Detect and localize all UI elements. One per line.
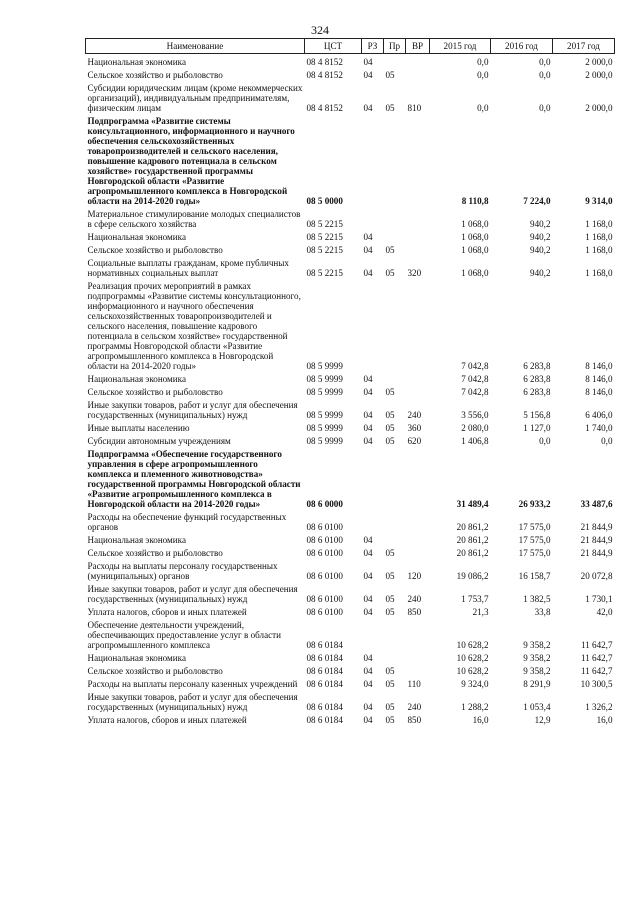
row-2016: 6 283,8 (523, 374, 551, 384)
row-2016: 9 358,2 (523, 653, 551, 663)
row-pr: 05 (385, 607, 395, 617)
budget-table (85, 38, 615, 725)
header-2017: 2017 год (553, 39, 615, 54)
row-name: Сельское хозяйство и рыболовство (87, 387, 223, 397)
row-2017: 1 168,0 (585, 245, 613, 255)
header-rz: РЗ (362, 39, 384, 54)
row-vr: 850 (407, 715, 422, 725)
row-2017: 10 300,5 (580, 679, 613, 689)
table-row (86, 255, 615, 278)
row-2015: 7 042,8 (461, 361, 489, 371)
row-2015: 1 068,0 (461, 245, 489, 255)
row-rz: 04 (363, 666, 373, 676)
table-row (86, 509, 615, 532)
row-2017: 1 730,1 (585, 594, 613, 604)
row-vr (406, 113, 430, 206)
table-row (86, 545, 615, 558)
row-rz: 04 (363, 571, 373, 581)
row-vr (406, 278, 430, 371)
row-vr (406, 663, 430, 676)
row-2015: 9 324,0 (461, 679, 489, 689)
row-2016: 1 053,4 (523, 702, 551, 712)
row-cst: 08 6 0184 (306, 702, 343, 712)
row-vr: 110 (407, 679, 421, 689)
row-pr: 05 (385, 666, 395, 676)
row-name: Сельское хозяйство и рыболовство (87, 548, 223, 558)
table-header (86, 39, 615, 54)
row-2016: 17 575,0 (518, 522, 551, 532)
table-row (86, 242, 615, 255)
row-name: Иные выплаты населению (87, 423, 190, 433)
row-name: Подпрограмма «Развитие системы консультационного, информационного и научного обеспечения сельскохозяйственных товаропроизводителей и сельского населения, повышение кадрового потенциала в сельском хозяйстве» государственной программы Новгородской области «Развитие агропромышленного комплекса в Новгородской области на 2014-2020 годы» (87, 116, 295, 206)
row-vr: 240 (407, 594, 422, 604)
row-pr: 05 (385, 571, 395, 581)
row-pr: 05 (385, 410, 395, 420)
table-row (86, 532, 615, 545)
row-cst: 08 6 0100 (306, 607, 343, 617)
row-2017: 21 844,9 (580, 522, 613, 532)
row-2015: 1 068,0 (461, 219, 489, 229)
row-2017: 21 844,9 (580, 535, 613, 545)
row-pr (384, 532, 406, 545)
row-name: Обеспечение деятельности учреждений, обеспечивающих предоставление услуг в области агропромышленного комплекса (87, 620, 281, 650)
row-cst: 08 6 0184 (306, 715, 343, 725)
page-number: 324 (311, 23, 329, 37)
row-2016: 8 291,9 (523, 679, 551, 689)
row-pr: 05 (385, 423, 395, 433)
row-2017: 33 487,6 (580, 499, 613, 509)
row-name: Материальное стимулирование молодых специалистов в сфере сельского хозяйства (87, 209, 301, 229)
table-row (86, 206, 615, 229)
row-cst: 08 6 0000 (306, 499, 343, 509)
row-2017: 21 844,9 (580, 548, 613, 558)
row-vr: 360 (407, 423, 422, 433)
row-rz (362, 446, 384, 509)
header-2016: 2016 год (491, 39, 553, 54)
row-2015: 7 042,8 (461, 387, 489, 397)
row-2016: 1 382,5 (523, 594, 551, 604)
row-2016: 940,2 (530, 245, 551, 255)
row-2015: 20 861,2 (456, 535, 489, 545)
table-row (86, 689, 615, 712)
table-row (86, 617, 615, 650)
row-2015: 20 861,2 (456, 548, 489, 558)
table-row (86, 420, 615, 433)
row-cst: 08 5 2215 (306, 232, 343, 242)
table-body (86, 54, 615, 726)
row-cst: 08 4 8152 (306, 57, 343, 67)
row-cst: 08 6 0100 (306, 571, 343, 581)
row-2017: 1 168,0 (585, 268, 613, 278)
row-cst: 08 5 9999 (306, 423, 343, 433)
header-pr: Пр (384, 39, 406, 54)
row-vr (406, 617, 430, 650)
row-cst: 08 6 0184 (306, 666, 343, 676)
row-name: Расходы на выплаты персоналу казенных учреждений (87, 679, 298, 689)
table-row (86, 604, 615, 617)
row-vr (406, 206, 430, 229)
row-2016: 9 358,2 (523, 666, 551, 676)
row-2017: 11 642,7 (581, 640, 613, 650)
row-rz (362, 113, 384, 206)
row-2016: 1 127,0 (523, 423, 551, 433)
row-2017: 16,0 (596, 715, 613, 725)
row-pr: 05 (385, 679, 395, 689)
row-cst: 08 5 2215 (306, 245, 343, 255)
row-cst: 08 4 8152 (306, 70, 343, 80)
row-2015: 0,0 (477, 57, 489, 67)
row-cst: 08 6 0100 (306, 535, 343, 545)
row-pr: 05 (385, 594, 395, 604)
row-cst: 08 6 0184 (306, 679, 343, 689)
row-2017: 11 642,7 (581, 653, 613, 663)
row-name: Расходы на выплаты персоналу государственных (муниципальных) органов (87, 561, 278, 581)
row-name: Сельское хозяйство и рыболовство (87, 245, 223, 255)
row-vr (406, 371, 430, 384)
row-vr: 120 (407, 571, 422, 581)
row-2017: 1 740,0 (585, 423, 613, 433)
row-cst: 08 5 9999 (306, 387, 343, 397)
row-pr (384, 650, 406, 663)
row-vr: 240 (407, 410, 422, 420)
row-rz: 04 (363, 57, 373, 67)
row-2015: 2 080,0 (461, 423, 489, 433)
row-vr: 810 (407, 103, 422, 113)
row-2017: 6 406,0 (585, 410, 613, 420)
row-name: Социальные выплаты гражданам, кроме публичных нормативных социальных выплат (87, 258, 289, 278)
row-pr: 05 (385, 245, 395, 255)
row-2016: 940,2 (530, 268, 551, 278)
row-2015: 1 068,0 (461, 268, 489, 278)
row-pr: 05 (385, 715, 395, 725)
table-row (86, 676, 615, 689)
table-row (86, 558, 615, 581)
row-2016: 0,0 (539, 70, 551, 80)
row-rz: 04 (363, 436, 373, 446)
row-cst: 08 6 0100 (306, 522, 343, 532)
table-row (86, 113, 615, 206)
row-pr: 05 (385, 268, 395, 278)
row-rz: 04 (363, 245, 373, 255)
row-2016: 12,9 (534, 715, 551, 725)
row-name: Иные закупки товаров, работ и услуг для обеспечения государственных (муниципальных) нужд (87, 692, 298, 712)
row-name: Реализация прочих мероприятий в рамках подпрограммы «Развитие системы консультационного, информационного и научного обеспечения сельскохозяйственных товаропроизводителей и сельского населения, повышение кадрового потенциала в сельском хозяйстве» государственной программы Новгородской области «Развитие агропромышленного комплекса в Новгородской области на 2014-2020 годы» (87, 281, 301, 371)
row-2016: 0,0 (539, 436, 551, 446)
row-2016: 26 933,2 (518, 499, 551, 509)
row-2017: 8 146,0 (585, 387, 613, 397)
row-2017: 9 314,0 (585, 196, 613, 206)
header-2015: 2015 год (430, 39, 491, 54)
row-pr (384, 371, 406, 384)
row-cst: 08 6 0184 (306, 640, 343, 650)
row-2015: 1 288,2 (461, 702, 489, 712)
row-2016: 16 158,7 (518, 571, 551, 581)
row-pr: 05 (385, 387, 395, 397)
row-2016: 17 575,0 (518, 548, 551, 558)
row-name: Иные закупки товаров, работ и услуг для обеспечения государственных (муниципальных) нужд (87, 400, 298, 420)
row-rz: 04 (363, 410, 373, 420)
row-name: Национальная экономика (87, 374, 186, 384)
row-pr (384, 509, 406, 532)
table-row (86, 397, 615, 420)
row-vr (406, 545, 430, 558)
row-rz: 04 (363, 268, 373, 278)
row-cst: 08 5 0000 (306, 196, 343, 206)
table-row (86, 278, 615, 371)
header-row (86, 39, 615, 54)
table-row (86, 54, 615, 68)
row-rz (362, 617, 384, 650)
table-row (86, 229, 615, 242)
row-rz: 04 (363, 535, 373, 545)
row-2016: 7 224,0 (523, 196, 551, 206)
row-2016: 33,8 (534, 607, 551, 617)
row-cst: 08 5 9999 (306, 361, 343, 371)
row-rz: 04 (363, 103, 373, 113)
row-2016: 0,0 (539, 103, 551, 113)
table-row (86, 650, 615, 663)
row-rz: 04 (363, 653, 373, 663)
row-vr: 850 (407, 607, 422, 617)
row-vr (406, 67, 430, 80)
row-cst: 08 6 0100 (306, 594, 343, 604)
row-2015: 21,3 (472, 607, 489, 617)
row-2017: 11 642,7 (581, 666, 613, 676)
row-rz: 04 (363, 607, 373, 617)
row-rz: 04 (363, 702, 373, 712)
row-vr: 620 (407, 436, 422, 446)
row-name: Национальная экономика (87, 57, 186, 67)
table-row (86, 80, 615, 113)
table-row (86, 371, 615, 384)
row-rz: 04 (363, 423, 373, 433)
row-vr: 320 (407, 268, 422, 278)
row-2016: 0,0 (539, 57, 551, 67)
row-2017: 8 146,0 (585, 361, 613, 371)
row-2015: 10 628,2 (456, 653, 489, 663)
row-2016: 9 358,2 (523, 640, 551, 650)
row-2017: 20 072,8 (580, 571, 613, 581)
row-pr (384, 617, 406, 650)
row-vr (406, 532, 430, 545)
row-cst: 08 6 0184 (306, 653, 343, 663)
row-2016: 6 283,8 (523, 361, 551, 371)
row-name: Расходы на обеспечение функций государственных органов (87, 512, 287, 532)
row-name: Подпрограмма «Обеспечение государственного управления в сфере агропромышленного комплекса и племенного животноводства» государственной программы Новгородской области «Развитие агропромышленного комплекса в Новгородской области на 2014-2020 годы» (87, 449, 301, 509)
row-2015: 3 556,0 (461, 410, 489, 420)
row-2015: 10 628,2 (456, 666, 489, 676)
row-rz: 04 (363, 374, 373, 384)
row-name: Уплата налогов, сборов и иных платежей (87, 715, 247, 725)
row-pr: 05 (385, 548, 395, 558)
row-name: Национальная экономика (87, 653, 186, 663)
row-pr (384, 206, 406, 229)
row-pr: 05 (385, 436, 395, 446)
row-pr: 05 (385, 70, 395, 80)
row-cst: 08 6 0100 (306, 548, 343, 558)
row-name: Сельское хозяйство и рыболовство (87, 666, 223, 676)
row-pr (384, 54, 406, 68)
header-cst: ЦСТ (305, 39, 362, 54)
row-2016: 940,2 (530, 232, 551, 242)
row-name: Сельское хозяйство и рыболовство (87, 70, 223, 80)
row-rz (362, 509, 384, 532)
row-cst: 08 5 2215 (306, 219, 343, 229)
row-name: Национальная экономика (87, 232, 186, 242)
row-name: Иные закупки товаров, работ и услуг для обеспечения государственных (муниципальных) нужд (87, 584, 298, 604)
row-pr: 05 (385, 103, 395, 113)
row-name: Национальная экономика (87, 535, 186, 545)
row-2015: 10 628,2 (456, 640, 489, 650)
row-2017: 1 326,2 (585, 702, 613, 712)
row-2016: 6 283,8 (523, 387, 551, 397)
row-2015: 31 489,4 (456, 499, 489, 509)
row-name: Уплата налогов, сборов и иных платежей (87, 607, 247, 617)
row-2015: 0,0 (477, 70, 489, 80)
row-2017: 1 168,0 (585, 232, 613, 242)
row-vr: 240 (407, 702, 422, 712)
row-2015: 19 086,2 (456, 571, 489, 581)
row-2015: 16,0 (472, 715, 489, 725)
header-name: Наименование (86, 39, 305, 54)
row-pr (384, 229, 406, 242)
row-vr (406, 229, 430, 242)
row-2015: 1 406,8 (461, 436, 489, 446)
row-2015: 20 861,2 (456, 522, 489, 532)
row-pr (384, 446, 406, 509)
row-rz: 04 (363, 548, 373, 558)
table-row (86, 67, 615, 80)
row-rz: 04 (363, 715, 373, 725)
row-rz: 04 (363, 594, 373, 604)
table-row (86, 712, 615, 725)
table-row (86, 581, 615, 604)
table-row (86, 433, 615, 446)
row-pr (384, 278, 406, 371)
row-vr (406, 446, 430, 509)
header-vr: ВР (406, 39, 430, 54)
row-name: Субсидии юридическим лицам (кроме некоммерческих организаций), индивидуальным предпринимателям, физическим лицам (87, 83, 303, 113)
row-cst: 08 5 9999 (306, 410, 343, 420)
row-rz (362, 278, 384, 371)
row-pr: 05 (385, 702, 395, 712)
table-row (86, 663, 615, 676)
row-2015: 8 110,8 (461, 196, 489, 206)
table-row (86, 446, 615, 509)
row-cst: 08 5 9999 (306, 436, 343, 446)
row-name: Субсидии автономным учреждениям (87, 436, 231, 446)
row-vr (406, 54, 430, 68)
table-row (86, 384, 615, 397)
row-2017: 2 000,0 (585, 57, 613, 67)
row-vr (406, 650, 430, 663)
row-2015: 0,0 (477, 103, 489, 113)
row-2015: 7 042,8 (461, 374, 489, 384)
row-2015: 1 068,0 (461, 232, 489, 242)
row-rz: 04 (363, 387, 373, 397)
row-cst: 08 5 2215 (306, 268, 343, 278)
row-2017: 2 000,0 (585, 70, 613, 80)
row-2017: 8 146,0 (585, 374, 613, 384)
row-2016: 5 156,8 (523, 410, 551, 420)
row-2016: 940,2 (530, 219, 551, 229)
row-vr (406, 242, 430, 255)
row-cst: 08 4 8152 (306, 103, 343, 113)
row-cst: 08 5 9999 (306, 374, 343, 384)
row-2017: 1 168,0 (585, 219, 613, 229)
row-2017: 42,0 (596, 607, 613, 617)
row-2017: 0,0 (601, 436, 613, 446)
row-rz (362, 206, 384, 229)
row-rz: 04 (363, 70, 373, 80)
row-2015: 1 753,7 (461, 594, 489, 604)
row-rz: 04 (363, 679, 373, 689)
row-2016: 17 575,0 (518, 535, 551, 545)
row-vr (406, 384, 430, 397)
row-2017: 2 000,0 (585, 103, 613, 113)
row-vr (406, 509, 430, 532)
row-pr (384, 113, 406, 206)
row-rz: 04 (363, 232, 373, 242)
